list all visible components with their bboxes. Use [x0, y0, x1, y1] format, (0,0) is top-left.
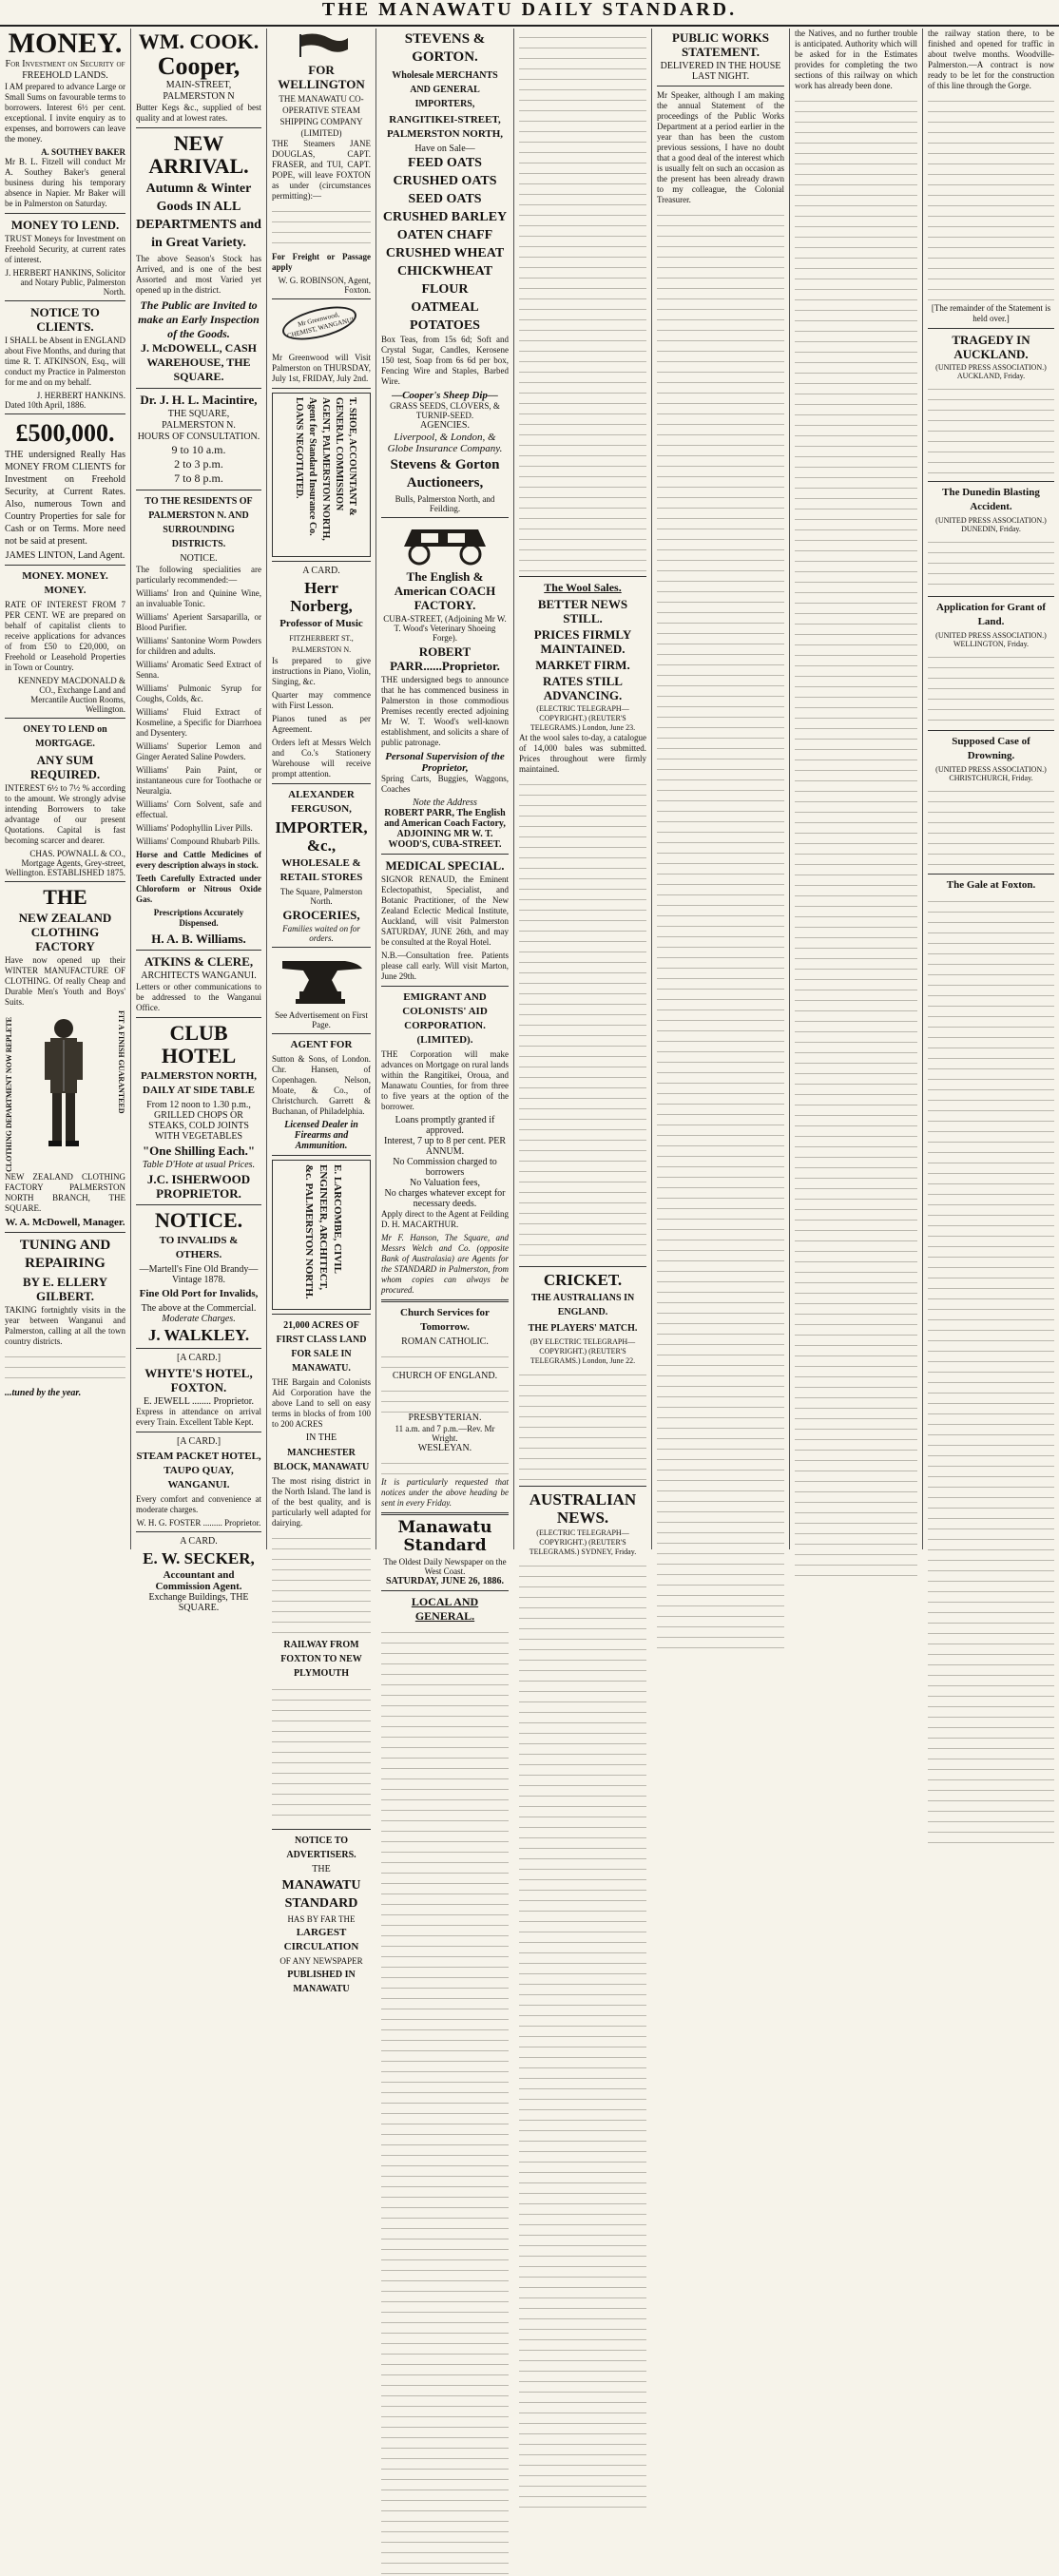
divider — [272, 388, 371, 389]
wellington-title: FOR WELLINGTON — [278, 63, 365, 91]
church-wesleyan: WESLEYAN. — [417, 1443, 472, 1453]
sg-have: Have on Sale— — [414, 144, 475, 154]
body-text — [657, 208, 784, 1653]
clothing-side-left: CLOTHING DEPARTMENT NOW REPLETE — [5, 1016, 13, 1172]
divider — [136, 1017, 261, 1018]
anvil-note: See Advertisement on First Page. — [275, 1010, 368, 1029]
norberg-card: A CARD. — [302, 566, 340, 576]
sg-item: OATMEAL — [411, 300, 479, 315]
williams-item: Williams' Iron and Quinine Wine, an invaluable Tonic. — [136, 588, 261, 608]
land-grant-title: Application for Grant of Land. — [936, 602, 1046, 627]
sg-item: CHICKWHEAT — [396, 264, 493, 279]
advertisers-published: PUBLISHED IN MANAWATU — [287, 1970, 356, 1994]
column-4 — [375, 29, 513, 1623]
williams-item: Williams' Pulmonic Syrup for Coughs, Colds, &c. — [136, 683, 261, 703]
sg-subtitle: Wholesale MERCHANTS AND GENERAL IMPORTERS, — [392, 70, 498, 109]
standard-date: SATURDAY, JUNE 26, 1886. — [385, 1576, 505, 1586]
divider — [272, 947, 371, 948]
clients-body: I SHALL be Absent in ENGLAND about Five Months, and during that time R. T. ATKINSON, Esq., will conduct my Practice in Palmerston for me and on my behalf. — [5, 336, 125, 387]
money-signed: A. SOUTHEY BAKER — [41, 147, 125, 157]
dr-hour: 2 to 3 p.m. — [174, 457, 223, 471]
club-title: CLUB HOTEL — [161, 1021, 237, 1067]
ferguson-title: IMPORTER, &c., — [275, 818, 368, 855]
sg-misc: Box Teas, from 15s 6d; Soft and Crystal Sugar, Candles, Kerosene 150 test, Soap from 6s 6d per box, Fencing Wire and Staples, Barbed Wire. — [381, 335, 509, 386]
acres-railway: RAILWAY FROM FOXTON TO NEW PLYMOUTH — [280, 1640, 362, 1679]
williams-item: Williams' Aperient Sarsaparilla, or Blood Purifier. — [136, 612, 261, 632]
divider — [272, 561, 371, 562]
body-text — [272, 204, 371, 252]
steam-proprietor: W. H. G. FOSTER ......... Proprietor. — [136, 1518, 261, 1528]
wool-title: The Wool Sales. — [544, 581, 622, 594]
emigrant-apply: Apply direct to the Agent at Feilding D. H. MACARTHUR. — [381, 1209, 509, 1229]
church-ce: CHURCH OF ENGLAND. — [392, 1371, 498, 1381]
divider — [928, 596, 1054, 597]
masthead: THE MANAWATU DAILY STANDARD. — [0, 0, 1059, 27]
wool-dateline: (ELECTRIC TELEGRAPH—COPYRIGHT.) (REUTER'S TELEGRAMS.) London, June 23. — [530, 704, 636, 732]
williams-signed: H. A. B. Williams. — [151, 932, 246, 946]
arrival-body: The above Season's Stock has Arrived, and is one of the best Assorted and most Varied yet opened up in the district. — [136, 254, 261, 295]
divider — [381, 986, 509, 987]
coach-title: The English & American COACH FACTORY. — [394, 569, 496, 612]
agent-license: Licensed Dealer in Firearms and Ammunition. — [284, 1120, 358, 1151]
mm-body: RATE OF INTEREST FROM 7 PER CENT. WE are prepared on behalf of capitalist clients to receive applications for advances of from £50 to £20,000, on Freehold or Leasehold Properties in Town or Country. — [5, 600, 125, 672]
public-works-continued: the Natives, and no further trouble is anticipated. Authority which will be asked for in the Estimates provides for completing the two sections of this railway on which work has already been done. — [795, 29, 917, 90]
acres-title: 21,000 ACRES OF FIRST CLASS LAND FOR SALE IN MANAWATU. — [276, 1320, 367, 1374]
body-text — [928, 94, 1054, 303]
standard-subtitle: The Oldest Daily Newspaper on the West Coast. — [383, 1557, 507, 1576]
clothing-the: THE — [43, 885, 87, 909]
dr-hour: 9 to 10 a.m. — [171, 443, 226, 456]
wool-body: At the wool sales to-day, a catalogue of 14,000 bales was submitted. Prices throughout were firmly maintained. — [519, 733, 646, 774]
cook-name: WM. COOK. — [138, 29, 260, 53]
ferguson-name: ALEXANDER FERGUSON, — [288, 789, 355, 815]
club-price: "One Shilling Each." — [142, 1144, 256, 1158]
column-3 — [266, 29, 375, 1994]
advertisers-title: NOTICE TO ADVERTISERS. — [286, 1836, 356, 1860]
divider — [272, 1314, 371, 1315]
norberg-name: Herr Norberg, — [290, 579, 353, 615]
williams-item: Williams' Podophyllin Liver Pills. — [136, 823, 253, 833]
acres-text: The most rising district in the North Island. The land is of the best quality, and is particularly well adapted for dairying. — [272, 1476, 371, 1528]
sg-item: POTATOES — [410, 318, 480, 333]
pounds-title: £500,000. — [15, 419, 115, 447]
dr-address: THE SQUARE, PALMERSTON N. — [162, 409, 236, 431]
notice-port: Fine Old Port for Invalids, — [139, 1288, 259, 1299]
emigrant-no1: No Commission charged to borrowers — [393, 1157, 497, 1178]
body-text — [381, 1350, 509, 1371]
clients-title: NOTICE TO CLIENTS. — [30, 305, 100, 334]
arrival-title: NEW ARRIVAL. — [148, 131, 249, 178]
parr-note: Note the Address — [413, 798, 477, 808]
lend-title: MONEY TO LEND. — [10, 218, 120, 232]
body-text — [519, 30, 646, 572]
divider — [272, 1829, 371, 1830]
secker-address: Exchange Buildings, THE SQUARE. — [148, 1592, 249, 1613]
agent-body: Sutton & Sons, of London. Chr. Hansen, of Copenhagen. Nelson, Moate, & Co., of Christchurch. Garrett & Buchanan, of Philadelphia. — [272, 1054, 371, 1116]
williams-notice: NOTICE. — [180, 553, 218, 564]
secker-title: Accountant and Commission Agent. — [155, 1569, 242, 1592]
sg-item: FEED OATS — [408, 156, 482, 170]
cook-address: MAIN-STREET, PALMERSTON N — [163, 80, 235, 102]
church-note: It is particularly requested that notices under the above heading be sent in every Friday. — [381, 1477, 509, 1508]
money-subtitle: For Investment on Security of FREEHOLD LANDS. — [5, 59, 125, 81]
dr-name: Dr. J. H. L. Macintire, — [140, 393, 258, 407]
sg-insurance: Liverpool, & London, & Globe Insurance Company. — [387, 432, 503, 454]
divider — [928, 481, 1054, 482]
clothing-signed: W. A. McDowell, Manager. — [5, 1217, 125, 1228]
divider — [5, 565, 125, 566]
divider — [381, 1512, 509, 1515]
cook-note: Butter Kegs &c., supplied of best quality and at lowest rates. — [136, 103, 261, 123]
drowning-title: Supposed Case of Drowning. — [952, 736, 1030, 761]
wellington-body: THE Steamers JANE DOUGLAS, CAPT. FRASER, and TUI, CAPT. POPE, will leave FOXTON as under (circumstances permitting):— — [272, 139, 371, 201]
money-note: Mr B. L. Fitzell will conduct Mr A. Southey Baker's general business during his temporary absence in Napier. Mr Baker will be in Palmerston on Saturday. — [5, 157, 125, 208]
ferguson-address: The Square, Palmerston North. — [279, 887, 363, 906]
body-text — [381, 1456, 509, 1477]
tuning-title: TUNING AND REPAIRING — [19, 1238, 111, 1271]
emigrant-no2: No Valuation fees, — [410, 1178, 480, 1188]
church-title: Church Services for Tomorrow. — [400, 1307, 490, 1333]
boy-figure-icon — [33, 1015, 95, 1167]
pounds-body: THE undersigned Really Has MONEY FROM CLIENTS for Investment on Freehold Security, at Current Rates. Also, numerous Town and Country Properties for sale for Cash or on Terms. More need not be said at present. — [5, 450, 125, 547]
body-text — [928, 382, 1054, 477]
parr-supervision: Personal Supervision of the Proprietor, — [385, 751, 505, 774]
williams-item: Williams' Santonine Worm Powders for children and adults. — [136, 636, 261, 656]
notice-title: NOTICE. — [154, 1208, 243, 1232]
sum-body: INTEREST 6½ to 7½ % according to the amount. We strongly advise intending Borrowers to take advantage of our present Quotations. Capital is fast becoming scarcer and dearer. — [5, 783, 125, 845]
sg-address: RANGITIKEI-STREET, PALMERSTON NORTH, — [386, 114, 504, 140]
divider — [136, 388, 261, 389]
church-rc: ROMAN CATHOLIC. — [401, 1336, 489, 1347]
sg-agencies: AGENCIES. — [420, 420, 470, 431]
divider — [519, 1486, 646, 1487]
stamp-note: Mr Greenwood will Visit Palmerston on THURSDAY, July 1st, FRIDAY, July 2nd. — [272, 353, 371, 383]
club-body: From 12 noon to 1.30 p.m., GRILLED CHOPS OR STEAKS, COLD JOINTS WITH VEGETABLES — [146, 1100, 251, 1142]
medical-nb: N.B.—Consultation free. Patients please call early. Will visit Marton, June 29th. — [381, 951, 509, 981]
williams-item: Williams' Superior Lemon and Ginger Aerated Saline Powders. — [136, 741, 261, 761]
whyte-body: Express in attendance on arrival every Train. Excellent Table Kept. — [136, 1407, 261, 1427]
divider — [5, 1232, 125, 1233]
divider — [519, 1266, 646, 1267]
public-works-title: PUBLIC WORKS STATEMENT. — [672, 30, 769, 59]
larcombe-card — [272, 1160, 371, 1310]
acres-in: IN THE — [305, 1432, 337, 1443]
walkley: J. WALKLEY. — [147, 1326, 250, 1344]
steam-body: Every comfort and convenience at moderate charges. — [136, 1494, 261, 1514]
money-title: MONEY. — [8, 28, 123, 59]
sg-item: SEED OATS — [408, 192, 482, 206]
stamp-text: Mr Greenwood, CHEMIST, WANGANUI — [279, 300, 360, 346]
divider — [136, 1531, 261, 1532]
shoe-vertical: T. SHOE, ACCOUNTANT & GENERAL COMMISSION AGENT, PALMERSTON NORTH, Agent for Standard Insurance Co. LOANS NEGOTIATED. — [294, 397, 357, 541]
clients-date: Dated 10th April, 1886. — [5, 400, 87, 410]
emigrant-title: EMIGRANT AND COLONISTS' AID CORPORATION. (LIMITED). — [402, 991, 488, 1046]
body-text — [928, 784, 1054, 870]
body-text — [272, 1531, 371, 1636]
divider — [272, 1155, 371, 1156]
cook-title: Cooper, — [157, 52, 241, 80]
column-6 — [651, 29, 789, 1549]
sg-cheap: —Cooper's Sheep Dip— — [392, 390, 498, 401]
divider — [136, 950, 261, 951]
parr-coaches: Spring Carts, Buggies, Waggons, Coaches — [381, 774, 509, 794]
williams-title: TO THE RESIDENTS OF PALMERSTON N. AND SURROUNDING DISTRICTS. — [144, 496, 253, 549]
cricket-headline: THE PLAYERS' MATCH. — [528, 1323, 638, 1334]
sg-item: CRUSHED BARLEY — [382, 210, 508, 224]
divider — [928, 328, 1054, 329]
notice-place: The above at the Commercial. — [141, 1303, 257, 1314]
sg2-address: Bulls, Palmerston North, and Feilding. — [395, 494, 495, 513]
local-title: LOCAL AND GENERAL. — [411, 1595, 479, 1623]
dunedin-title: The Dunedin Blasting Accident. — [942, 487, 1040, 512]
lend-signed: J. HERBERT HANKINS, Solicitor and Notary Public, Palmerston North. — [5, 268, 125, 297]
body-text — [5, 1350, 125, 1388]
divider — [381, 517, 509, 518]
whyte-proprietor: E. JEWELL ........ Proprietor. — [144, 1396, 254, 1407]
cricket-dateline: (BY ELECTRIC TELEGRAPH—COPYRIGHT.) (REUTER'S TELEGRAMS.) London, June 22. — [530, 1337, 636, 1365]
norberg-body: Is prepared to give instructions in Piano, Violin, Singing, &c. — [272, 656, 371, 686]
public-works-body: Mr Speaker, although I am making the annual Statement of the proceedings of the Public Works Department at a period earlier in the year than has been the custom previous sessions, I have no doubt that a good deal of the interest which is usually felt on such an occasion as the present has been already drawn to my colleague, the Colonial Treasurer. — [657, 90, 784, 204]
divider — [272, 783, 371, 784]
divider — [928, 874, 1054, 875]
notice-subtitle: TO INVALIDS & OTHERS. — [159, 1235, 239, 1260]
advertisers-largest: LARGEST CIRCULATION — [283, 1927, 359, 1952]
williams-horse: Horse and Cattle Medicines of every description always in stock. — [136, 850, 261, 870]
emigrant-interest: Interest, 7 up to 8 per cent. PER ANNUM. — [383, 1136, 507, 1157]
money-body: I AM prepared to advance Large or Small Sums on favourable terms to borrowers. Interest 6½ per cent. exceptional. I invite enquiry as to expenses, and borrowers can leave the money. — [5, 82, 125, 144]
divider — [928, 730, 1054, 731]
larcombe-vertical: E. LARCOMBE, CIVIL ENGINEER, ARCHITECT, &c. PALMERSTON NORTH. — [303, 1164, 343, 1299]
sum-title: ANY SUM REQUIRED. — [29, 753, 101, 781]
medical-title: MEDICAL SPECIAL. — [385, 858, 505, 873]
church-presbyterian-time: 11 a.m. and 7 p.m.—Rev. Mr Wright. — [395, 1424, 495, 1443]
mm-title: MONEY. MONEY. MONEY. — [22, 570, 108, 596]
divider — [657, 86, 784, 87]
agent-title: AGENT FOR — [290, 1039, 353, 1050]
williams-item: Williams' Corn Solvent, safe and effectual. — [136, 799, 261, 819]
gale-title: The Gale at Foxton. — [946, 879, 1036, 891]
sg-item: FLOUR — [421, 282, 469, 297]
news-dateline: (ELECTRIC TELEGRAPH—COPYRIGHT.) (REUTER'S TELEGRAMS.) SYDNEY, Friday. — [529, 1528, 637, 1556]
body-text — [519, 1368, 646, 1482]
ferguson-subtitle: WHOLESALE & RETAIL STORES — [279, 857, 363, 883]
cricket-title: CRICKET. — [543, 1271, 623, 1289]
column-2 — [130, 29, 266, 1613]
wool-headline: MARKET FIRM. — [535, 658, 630, 672]
coach-address: CUBA-STREET, (Adjoining Mr W. T. Wood's Veterinary Shoeing Forge). — [383, 614, 507, 643]
divider — [381, 1590, 509, 1591]
column-7 — [789, 29, 922, 1549]
body-text — [381, 1384, 509, 1413]
divider — [519, 576, 646, 577]
ferguson-groceries: GROCERIES, — [282, 908, 360, 922]
ferguson-supply: Families waited on for orders. — [282, 924, 360, 943]
standard-name: Manawatu Standard — [397, 1518, 492, 1555]
sg2-title: Stevens & Gorton Auctioneers, — [390, 457, 500, 490]
wellington-agent: W. G. ROBINSON, Agent, Foxton. — [278, 276, 371, 295]
body-text — [928, 894, 1054, 1845]
emigrant-no3: No charges whatever except for necessary deeds. — [384, 1188, 506, 1209]
pounds-signed: JAMES LINTON, Land Agent. — [5, 550, 125, 561]
lend-body: TRUST Moneys for Investment on Freehold Security, at current rates of interest. — [5, 234, 125, 264]
arrival-subtitle: Autumn & Winter Goods IN ALL DEPARTMENTS and in Great Variety. — [136, 182, 261, 250]
notice-brandy: —Martell's Fine Old Brandy—Vintage 1878. — [139, 1264, 259, 1285]
steam-title: STEAM PACKET HOTEL, TAUPO QUAY, WANGANUI. — [136, 1451, 261, 1490]
divider — [272, 1033, 371, 1034]
emigrant-body: THE Corporation will make advances on Mortgage on rural lands within the Rangitikei, Oroua, and Manawatu Counties, for from three to five years at the option of the borrower. — [381, 1049, 509, 1111]
column-8 — [922, 29, 1059, 1549]
atkins-body: Letters or other communications to be addressed to the Wanganui Office. — [136, 982, 261, 1012]
divider — [136, 127, 261, 128]
clients-signed: J. HERBERT HANKINS. — [36, 391, 125, 400]
clothing-side-right: FIT A FINISH GUARANTEED — [117, 1010, 125, 1114]
parr-body: THE undersigned begs to announce that he has commenced business in Palmerston in those commodious Premises recently erected adjoining Mr W. T. Wood's well-known establishment, and solicits a share of public patronage. — [381, 675, 509, 747]
body-text — [928, 535, 1054, 592]
parr-name: ROBERT PARR, The English and American Coach Factory, ADJOINING MR W. T. WOOD'S, CUBA-STREET. — [384, 808, 506, 850]
emigrant-footer: Mr F. Hanson, The Square, and Messrs Welch and Co. (opposite Bank of Australasia) are Agents for the STANDARD in Palmerston, from whom copies can always be procured. — [381, 1233, 509, 1295]
dunedin-dateline: (UNITED PRESS ASSOCIATION.) DUNEDIN, Friday. — [935, 516, 1047, 533]
body-text — [928, 650, 1054, 726]
divider — [136, 1204, 261, 1205]
divider — [381, 1299, 509, 1302]
arrival-signed: J. McDOWELL, CASH WAREHOUSE, THE SQUARE. — [140, 341, 257, 383]
body-text — [272, 1682, 371, 1825]
land-grant-dateline: (UNITED PRESS ASSOCIATION.) WELLINGTON, Friday. — [935, 631, 1047, 648]
sum-signed: CHAS. POWNALL & CO., Mortgage Agents, Grey-street, Wellington. ESTABLISHED 1875. — [5, 849, 125, 877]
column-1 — [0, 29, 130, 1549]
williams-intro: The following specialities are particularly recommended:— — [136, 565, 261, 585]
club-table: Table D'Hote at usual Prices. — [142, 1160, 256, 1170]
williams-item: Williams' Fluid Extract of Kosmeline, a Specific for Diarrhoea and Dysentery. — [136, 707, 261, 738]
church-presbyterian: PRESBYTERIAN. — [408, 1413, 482, 1423]
norberg-title: Professor of Music — [279, 618, 363, 629]
public-works-subtitle: DELIVERED IN THE HOUSE LAST NIGHT. — [660, 61, 781, 82]
acres-body: THE Bargain and Colonists Aid Corporation have the above Land to sell on easy terms in blocks of from 100 to 200 ACRES — [272, 1377, 371, 1429]
williams-item: Williams' Compound Rhubarb Pills. — [136, 836, 260, 846]
parr-title: ROBERT PARR......Proprietor. — [390, 644, 500, 673]
statement-continued: the railway station there, to be finished and opened for traffic in about twelve months. Woodville-Palmerston.—A contract is now ready to be let for the construction of this line through the Gorge. — [928, 29, 1054, 90]
norberg-terms: Quarter may commence with First Lesson. — [272, 690, 371, 710]
wool-headline: BETTER NEWS STILL. — [537, 597, 628, 625]
cricket-headline: THE AUSTRALIANS IN ENGLAND. — [530, 1293, 635, 1317]
wool-headline: PRICES FIRMLY MAINTAINED. — [533, 627, 632, 656]
emigrant-loans: Loans promptly granted if approved. — [395, 1115, 495, 1136]
atkins-subtitle: ARCHITECTS WANGANUI. — [141, 971, 257, 981]
secker-card: A CARD. — [180, 1536, 218, 1547]
divider — [272, 298, 371, 299]
divider — [381, 854, 509, 855]
tragedy-dateline: (UNITED PRESS ASSOCIATION.) AUCKLAND, Friday. — [935, 363, 1047, 380]
wellington-freight: For Freight or Passage apply — [272, 252, 371, 272]
mm-signed: KENNEDY MACDONALD & CO., Exchange Land and Mercantile Auction Rooms, Wellington. — [17, 676, 125, 714]
body-text — [519, 1559, 646, 2509]
tragedy-title: TRAGEDY IN AUCKLAND. — [952, 333, 1030, 361]
norberg-address: FITZHERBERT ST., PALMERSTON N. — [289, 634, 354, 654]
williams-item: Williams' Aromatic Seed Extract of Senna. — [136, 660, 261, 680]
whyte-card: [A CARD.] — [176, 1353, 221, 1363]
williams-item: Williams' Pain Paint, or instantaneous cure for Toothache or Neuralgia. — [136, 765, 261, 796]
news-title: AUSTRALIAN NEWS. — [529, 1490, 637, 1527]
greenwood-stamp — [272, 303, 371, 349]
divider — [136, 1348, 261, 1349]
secker-name: E. W. SECKER, — [143, 1549, 255, 1567]
medical-body: SIGNOR RENAUD, the Eminent Eclectopathist, Specialist, and Botanic Practitioner, of the New Zealand Eclectic Medical Institute, Auckland, will visit Palmerston SATURDAY, JUNE 26th, and may be consulted at the Royal Hotel. — [381, 875, 509, 947]
sg-item: CRUSHED WHEAT — [385, 246, 505, 260]
divider — [5, 881, 125, 882]
steam-card: [A CARD.] — [176, 1436, 221, 1447]
notice-charge: Moderate Charges. — [162, 1314, 236, 1324]
dr-hour: 7 to 8 p.m. — [174, 471, 223, 485]
tuning-body: TAKING fortnightly visits in the year between Wanganui and Palmerston, calling at all the town country districts. — [5, 1305, 125, 1346]
tuning-tail: ...tuned by the year. — [5, 1388, 82, 1398]
sg-item: OATEN CHAFF — [396, 228, 493, 242]
clothing-body: Have now opened up their WINTER MANUFACTURE OF CLOTHING. Of really Cheap and Durable Men's Youth and Boys' Suits. — [5, 955, 125, 1007]
drowning-dateline: (UNITED PRESS ASSOCIATION.) CHRISTCHURCH, Friday. — [935, 765, 1047, 782]
tuning-by: BY E. ELLERY GILBERT. — [22, 1275, 107, 1303]
clothing-title: NEW ZEALAND CLOTHING FACTORY — [18, 911, 112, 953]
shoe-card — [272, 393, 371, 557]
divider — [5, 213, 125, 214]
williams-prescriptions: Prescriptions Accurately Dispensed. — [153, 908, 244, 928]
clothing-branch: NEW ZEALAND CLOTHING FACTORY PALMERSTON NORTH BRANCH, THE SQUARE. — [5, 1172, 125, 1213]
atkins-title: ATKINS & CLERE, — [144, 954, 254, 969]
club-subtitle: PALMERSTON NORTH, DAILY AT SIDE TABLE — [140, 1070, 258, 1096]
divider — [5, 413, 125, 414]
carriage-icon — [383, 522, 507, 566]
acres-block: MANCHESTER BLOCK, MANAWATU — [273, 1448, 370, 1472]
body-text — [519, 778, 646, 1262]
flag-icon — [293, 32, 350, 59]
williams-teeth: Teeth Carefully Extracted under Chloroform or Nitrous Oxide Gas. — [136, 874, 261, 904]
wellington-company: THE MANAWATU CO-OPERATIVE STEAM SHIPPING COMPANY (LIMITED) — [279, 94, 364, 138]
whyte-title: WHYTE'S HOTEL, FOXTON. — [144, 1366, 253, 1394]
body-text — [795, 94, 917, 1577]
column-5 — [513, 29, 651, 1556]
advertisers-paper: MANAWATU STANDARD — [281, 1878, 361, 1911]
clothing-illustration — [5, 1010, 125, 1172]
advertisers-the: THE — [312, 1864, 331, 1874]
norberg-tuned: Pianos tuned as per Agreement. — [272, 714, 371, 734]
divider — [5, 718, 125, 719]
isherwood-name: J.C. ISHERWOOD PROPRIETOR. — [146, 1172, 251, 1201]
mortgage-title: ONEY TO LEND on MORTGAGE. — [23, 724, 107, 749]
sg-item: CRUSHED OATS — [393, 174, 497, 188]
divider — [5, 300, 125, 301]
dr-hours-title: HOURS OF CONSULTATION. — [137, 432, 260, 442]
sg-title: STEVENS & GORTON. — [404, 31, 486, 65]
arrival-invite: The Public are Invited to make an Early Inspection of the Goods. — [138, 298, 260, 340]
advertisers-of: OF ANY NEWSPAPER — [279, 1956, 363, 1966]
sg-seeds: GRASS SEEDS, CLOVERS, & TURNIP-SEED. — [390, 401, 500, 420]
advertisers-has: HAS BY FAR THE — [287, 1914, 356, 1924]
body-text — [381, 1625, 509, 2576]
statement-end: [The remainder of the Statement is held over.] — [931, 303, 1051, 323]
wool-headline: RATES STILL ADVANCING. — [543, 674, 623, 702]
norberg-orders: Orders left at Messrs Welch and Co.'s Stationery Warehouse will receive prompt attention. — [272, 738, 371, 779]
anvil-icon — [279, 952, 364, 1007]
